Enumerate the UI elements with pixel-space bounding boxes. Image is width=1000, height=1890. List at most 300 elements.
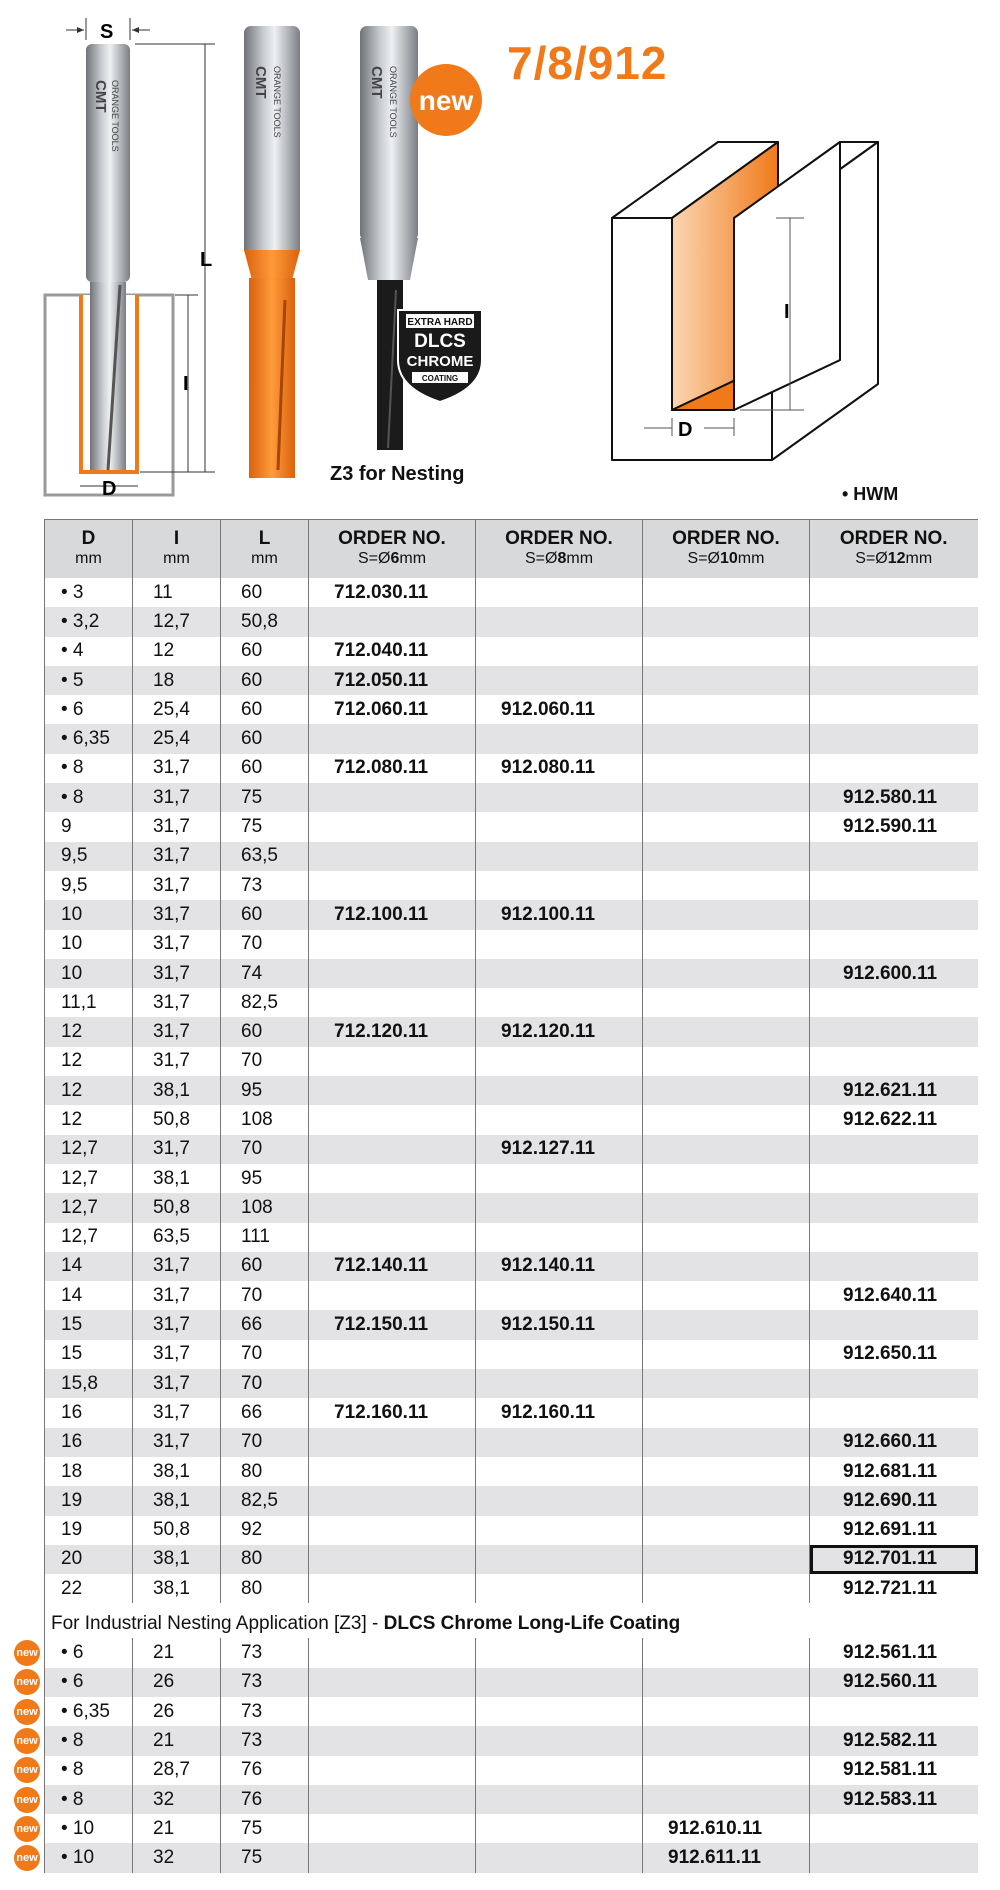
cell-i: 31,7 xyxy=(133,1310,221,1339)
column-header-main: ORDER NO. xyxy=(839,528,948,549)
cell-order-no xyxy=(309,1726,476,1755)
cell-order-no xyxy=(476,1726,643,1755)
cell-order-no: 912.581.11 xyxy=(810,1756,978,1785)
cell-order-no xyxy=(476,1638,643,1667)
cell-d: 12 xyxy=(45,1017,133,1046)
cell-l: 80 xyxy=(221,1574,309,1603)
cell-order-no xyxy=(309,842,476,871)
cell-order-no xyxy=(309,1428,476,1457)
table-row xyxy=(45,637,978,666)
cell-d: 14 xyxy=(45,1252,133,1281)
cell-order-no xyxy=(309,988,476,1017)
table-row xyxy=(45,1281,978,1310)
cell-order-no xyxy=(476,1785,643,1814)
cell-d: • 8 xyxy=(45,1785,133,1814)
table-row xyxy=(45,1545,978,1574)
groove-d-label: D xyxy=(678,419,693,441)
coating-top-text: EXTRA HARD xyxy=(407,317,473,328)
cell-d: • 8 xyxy=(45,783,133,812)
groove-i-label: I xyxy=(784,301,790,323)
new-badge: new xyxy=(14,1757,40,1783)
cell-l: 70 xyxy=(221,1369,309,1398)
table-row xyxy=(45,1076,978,1105)
cell-order-no: 912.660.11 xyxy=(810,1428,978,1457)
table-row xyxy=(45,1017,978,1046)
cell-order-no xyxy=(810,1193,978,1222)
cell-order-no xyxy=(309,1340,476,1369)
bit-3-brand: CMT xyxy=(368,66,385,99)
cell-order-no xyxy=(810,1843,978,1872)
cell-l: 73 xyxy=(221,1638,309,1667)
cell-d: • 8 xyxy=(45,1756,133,1785)
cell-i: 38,1 xyxy=(133,1457,221,1486)
bit-1-brand-sub: ORANGE TOOLS xyxy=(110,80,120,152)
dim-l-label: L xyxy=(200,249,213,271)
cell-order-no xyxy=(810,1697,978,1726)
cell-i: 31,7 xyxy=(133,812,221,841)
cell-order-no xyxy=(643,695,810,724)
cell-order-no xyxy=(476,930,643,959)
column-header-main: I xyxy=(173,528,180,549)
cell-order-no xyxy=(643,1252,810,1281)
column-header-unit: mm xyxy=(251,550,278,567)
table-row xyxy=(45,1638,978,1667)
cell-i: 31,7 xyxy=(133,1428,221,1457)
cell-order-no xyxy=(643,812,810,841)
new-badge: new xyxy=(14,1669,40,1695)
cell-order-no xyxy=(643,1369,810,1398)
table-row xyxy=(45,1756,978,1785)
column-header-main: ORDER NO. xyxy=(505,528,613,549)
cell-order-no: 912.100.11 xyxy=(476,900,643,929)
cell-i: 31,7 xyxy=(133,1047,221,1076)
cell-order-no: 712.030.11 xyxy=(309,578,476,607)
cell-order-no xyxy=(810,1310,978,1339)
cell-order-no xyxy=(810,1164,978,1193)
cell-order-no: 712.060.11 xyxy=(309,695,476,724)
cell-d: 9 xyxy=(45,812,133,841)
cell-i: 38,1 xyxy=(133,1545,221,1574)
cell-i: 25,4 xyxy=(133,724,221,753)
table-row xyxy=(45,1310,978,1339)
cell-i: 50,8 xyxy=(133,1105,221,1134)
cell-order-no xyxy=(309,1223,476,1252)
cell-order-no xyxy=(643,988,810,1017)
cell-d: 16 xyxy=(45,1398,133,1427)
cell-order-no xyxy=(309,1545,476,1574)
cell-l: 70 xyxy=(221,1340,309,1369)
cell-order-no xyxy=(309,1843,476,1872)
cell-order-no: 912.140.11 xyxy=(476,1252,643,1281)
cell-order-no xyxy=(476,666,643,695)
cell-l: 70 xyxy=(221,930,309,959)
table-row xyxy=(45,1516,978,1545)
bit-2-brand: CMT xyxy=(252,66,269,99)
cell-d: 16 xyxy=(45,1428,133,1457)
cell-order-no xyxy=(309,812,476,841)
cell-order-no xyxy=(810,1398,978,1427)
new-badge: new xyxy=(14,1816,40,1842)
cell-order-no xyxy=(476,842,643,871)
z3-caption: Z3 for Nesting xyxy=(330,463,465,485)
cell-order-no: 912.060.11 xyxy=(476,695,643,724)
cell-order-no xyxy=(309,1668,476,1697)
cell-l: 70 xyxy=(221,1281,309,1310)
cell-order-no xyxy=(476,1457,643,1486)
cell-order-no xyxy=(476,1668,643,1697)
cell-d: 19 xyxy=(45,1516,133,1545)
table-row xyxy=(45,842,978,871)
cell-order-no xyxy=(643,1135,810,1164)
cell-d: • 4 xyxy=(45,637,133,666)
cell-order-no: 912.580.11 xyxy=(810,783,978,812)
new-badge: new xyxy=(14,1728,40,1754)
cell-order-no: 912.681.11 xyxy=(810,1457,978,1486)
cell-order-no: 912.127.11 xyxy=(476,1135,643,1164)
cell-order-no: 712.140.11 xyxy=(309,1252,476,1281)
cell-order-no xyxy=(643,1193,810,1222)
cell-d: • 6 xyxy=(45,1638,133,1667)
cell-order-no xyxy=(476,1281,643,1310)
cell-order-no xyxy=(476,1105,643,1134)
cell-l: 108 xyxy=(221,1105,309,1134)
column-header-unit: mm xyxy=(163,550,190,567)
cell-order-no xyxy=(309,1697,476,1726)
column-header-main: ORDER NO. xyxy=(338,528,446,549)
cell-d: 20 xyxy=(45,1545,133,1574)
cell-order-no xyxy=(810,695,978,724)
cell-i: 28,7 xyxy=(133,1756,221,1785)
cell-order-no xyxy=(476,1369,643,1398)
cell-d: 10 xyxy=(45,959,133,988)
coating-main-2: CHROME xyxy=(406,353,474,370)
cell-order-no xyxy=(643,607,810,636)
column-header-2 xyxy=(221,520,309,579)
cell-order-no xyxy=(810,1814,978,1843)
cell-d: 15 xyxy=(45,1340,133,1369)
cell-order-no xyxy=(643,724,810,753)
table-row xyxy=(45,1252,978,1281)
bit-2-brand-sub: ORANGE TOOLS xyxy=(272,66,282,138)
cell-order-no: 912.610.11 xyxy=(643,1814,810,1843)
table-row xyxy=(45,1223,978,1252)
cell-i: 31,7 xyxy=(133,959,221,988)
cell-order-no: 712.050.11 xyxy=(309,666,476,695)
cell-order-no: 912.590.11 xyxy=(810,812,978,841)
cell-i: 21 xyxy=(133,1814,221,1843)
cell-order-no: 912.622.11 xyxy=(810,1105,978,1134)
cell-order-no xyxy=(810,666,978,695)
cell-order-no: 712.150.11 xyxy=(309,1310,476,1339)
cell-d: 12 xyxy=(45,1047,133,1076)
new-badge: new xyxy=(14,1640,40,1666)
cell-i: 31,7 xyxy=(133,842,221,871)
cell-order-no xyxy=(643,1638,810,1667)
column-header-unit: mm xyxy=(75,550,102,567)
cell-order-no xyxy=(476,783,643,812)
cell-order-no: 912.080.11 xyxy=(476,754,643,783)
table-row xyxy=(45,1574,978,1603)
table-row xyxy=(45,812,978,841)
cell-d: 12,7 xyxy=(45,1193,133,1222)
cell-i: 31,7 xyxy=(133,871,221,900)
new-badge: new xyxy=(14,1845,40,1871)
cell-order-no: 912.691.11 xyxy=(810,1516,978,1545)
cell-order-no xyxy=(810,754,978,783)
cell-order-no: 912.611.11 xyxy=(643,1843,810,1872)
cell-l: 60 xyxy=(221,724,309,753)
cell-l: 73 xyxy=(221,1726,309,1755)
cell-i: 32 xyxy=(133,1785,221,1814)
cell-order-no xyxy=(643,1756,810,1785)
cell-order-no xyxy=(476,578,643,607)
cell-order-no xyxy=(309,1281,476,1310)
cell-order-no xyxy=(643,1697,810,1726)
cell-order-no xyxy=(643,1457,810,1486)
router-bit-illustrations xyxy=(0,0,1000,515)
cell-i: 21 xyxy=(133,1726,221,1755)
cell-i: 21 xyxy=(133,1638,221,1667)
cell-l: 111 xyxy=(221,1223,309,1252)
cell-d: • 6 xyxy=(45,695,133,724)
cell-order-no: 912.160.11 xyxy=(476,1398,643,1427)
cell-order-no xyxy=(309,1369,476,1398)
cell-i: 12 xyxy=(133,637,221,666)
cell-l: 66 xyxy=(221,1398,309,1427)
cell-i: 31,7 xyxy=(133,1281,221,1310)
cell-order-no: 912.560.11 xyxy=(810,1668,978,1697)
cell-l: 70 xyxy=(221,1047,309,1076)
cell-i: 31,7 xyxy=(133,1398,221,1427)
cell-order-no: 912.640.11 xyxy=(810,1281,978,1310)
table-row xyxy=(45,1164,978,1193)
cell-d: 12 xyxy=(45,1076,133,1105)
cell-order-no xyxy=(643,1726,810,1755)
table-row xyxy=(45,871,978,900)
table-body xyxy=(45,578,978,1873)
cell-d: • 6,35 xyxy=(45,1697,133,1726)
column-header-6 xyxy=(810,520,978,579)
cell-order-no: 912.690.11 xyxy=(810,1486,978,1515)
cell-order-no xyxy=(810,930,978,959)
table-row xyxy=(45,1428,978,1457)
new-badge-label: new xyxy=(418,85,474,116)
cell-order-no: 912.120.11 xyxy=(476,1017,643,1046)
dim-d-label: D xyxy=(102,478,117,500)
cell-l: 60 xyxy=(221,754,309,783)
cell-order-no xyxy=(643,637,810,666)
cell-i: 38,1 xyxy=(133,1486,221,1515)
table-row xyxy=(45,1105,978,1134)
table-row xyxy=(45,988,978,1017)
cell-order-no xyxy=(643,1223,810,1252)
cell-order-no xyxy=(643,842,810,871)
cell-order-no xyxy=(810,724,978,753)
cell-order-no xyxy=(643,1398,810,1427)
cell-order-no xyxy=(810,1135,978,1164)
hwm-label: • HWM xyxy=(842,484,899,504)
table-row xyxy=(45,1193,978,1222)
table-row xyxy=(45,900,978,929)
cell-d: 11,1 xyxy=(45,988,133,1017)
cell-order-no xyxy=(643,754,810,783)
cell-order-no xyxy=(309,1516,476,1545)
table-row xyxy=(45,1814,978,1843)
cell-order-no: 912.650.11 xyxy=(810,1340,978,1369)
cell-order-no: 712.100.11 xyxy=(309,900,476,929)
cell-order-no xyxy=(643,1574,810,1603)
cell-l: 95 xyxy=(221,1076,309,1105)
cell-order-no xyxy=(476,1756,643,1785)
table-row xyxy=(45,1047,978,1076)
cell-order-no xyxy=(476,1697,643,1726)
table-row xyxy=(45,754,978,783)
product-header xyxy=(0,0,1000,515)
dim-i-label: I xyxy=(183,373,189,395)
cell-order-no xyxy=(810,637,978,666)
column-header-main: L xyxy=(258,528,271,549)
cell-l: 75 xyxy=(221,1843,309,1872)
cell-i: 12,7 xyxy=(133,607,221,636)
cell-d: 12 xyxy=(45,1105,133,1134)
column-header-1 xyxy=(133,520,221,579)
cell-order-no xyxy=(476,637,643,666)
cell-order-no xyxy=(309,1193,476,1222)
bit-3-brand-sub: ORANGE TOOLS xyxy=(388,66,398,138)
cell-order-no xyxy=(643,1164,810,1193)
cell-d: • 6,35 xyxy=(45,724,133,753)
cell-order-no: 912.600.11 xyxy=(810,959,978,988)
cell-order-no xyxy=(643,1281,810,1310)
cell-order-no: 912.582.11 xyxy=(810,1726,978,1755)
cell-order-no xyxy=(643,783,810,812)
cell-order-no xyxy=(643,1047,810,1076)
column-header-unit: S=Ø10mm xyxy=(687,550,765,567)
cell-order-no xyxy=(476,1545,643,1574)
table-row xyxy=(45,930,978,959)
bit-1-drawing xyxy=(45,18,215,495)
cell-l: 74 xyxy=(221,959,309,988)
column-header-5 xyxy=(643,520,810,579)
cell-order-no xyxy=(643,1076,810,1105)
cell-i: 38,1 xyxy=(133,1574,221,1603)
cell-order-no xyxy=(810,871,978,900)
new-badge: new xyxy=(14,1699,40,1725)
cell-order-no xyxy=(476,1574,643,1603)
cell-order-no xyxy=(476,1516,643,1545)
cell-order-no xyxy=(643,1785,810,1814)
column-header-unit: S=Ø12mm xyxy=(855,550,933,567)
coating-main-1: DLCS xyxy=(414,331,466,352)
cell-d: • 10 xyxy=(45,1814,133,1843)
cell-order-no xyxy=(476,812,643,841)
cell-order-no xyxy=(476,988,643,1017)
cell-order-no xyxy=(810,578,978,607)
table-header-row xyxy=(45,520,978,579)
column-header-unit: S=Ø6mm xyxy=(357,550,427,567)
cell-order-no xyxy=(643,871,810,900)
cell-i: 31,7 xyxy=(133,1369,221,1398)
cell-order-no xyxy=(643,1105,810,1134)
section-heading-row xyxy=(45,1603,978,1638)
cell-order-no xyxy=(476,871,643,900)
table-row xyxy=(45,1697,978,1726)
cell-l: 60 xyxy=(221,637,309,666)
cell-order-no xyxy=(309,930,476,959)
cell-d: 14 xyxy=(45,1281,133,1310)
table-row xyxy=(45,959,978,988)
cell-order-no xyxy=(309,959,476,988)
cell-order-no: 712.120.11 xyxy=(309,1017,476,1046)
table-row xyxy=(45,1843,978,1872)
cell-i: 31,7 xyxy=(133,988,221,1017)
cell-l: 75 xyxy=(221,812,309,841)
cell-l: 80 xyxy=(221,1545,309,1574)
cell-order-no xyxy=(643,578,810,607)
cell-order-no: 912.583.11 xyxy=(810,1785,978,1814)
cell-i: 31,7 xyxy=(133,754,221,783)
cell-i: 31,7 xyxy=(133,783,221,812)
cell-order-no xyxy=(476,1340,643,1369)
cell-i: 32 xyxy=(133,1843,221,1872)
cell-d: • 5 xyxy=(45,666,133,695)
cell-order-no xyxy=(476,1814,643,1843)
cell-order-no: 712.080.11 xyxy=(309,754,476,783)
cell-l: 76 xyxy=(221,1756,309,1785)
cell-order-no xyxy=(309,1076,476,1105)
cell-order-no xyxy=(476,1843,643,1872)
cell-order-no xyxy=(309,1047,476,1076)
cell-i: 26 xyxy=(133,1697,221,1726)
cell-l: 70 xyxy=(221,1135,309,1164)
cell-d: 19 xyxy=(45,1486,133,1515)
cell-order-no xyxy=(476,724,643,753)
cell-d: 9,5 xyxy=(45,871,133,900)
cell-order-no xyxy=(309,1756,476,1785)
cell-order-no xyxy=(643,959,810,988)
cell-order-no xyxy=(810,1223,978,1252)
cell-l: 73 xyxy=(221,1668,309,1697)
cell-l: 73 xyxy=(221,871,309,900)
cell-d: • 8 xyxy=(45,1726,133,1755)
cell-order-no xyxy=(309,1164,476,1193)
cell-order-no xyxy=(643,1310,810,1339)
cell-order-no xyxy=(810,900,978,929)
cell-order-no xyxy=(643,1516,810,1545)
cell-d: 15,8 xyxy=(45,1369,133,1398)
column-header-4 xyxy=(476,520,643,579)
table-row xyxy=(45,1668,978,1697)
cell-order-no xyxy=(476,607,643,636)
cell-l: 60 xyxy=(221,666,309,695)
cell-l: 80 xyxy=(221,1457,309,1486)
cell-order-no xyxy=(810,1252,978,1281)
table-row xyxy=(45,578,978,607)
cell-order-no xyxy=(309,724,476,753)
cell-d: 12,7 xyxy=(45,1164,133,1193)
bit-1-brand: CMT xyxy=(92,80,109,113)
cell-order-no xyxy=(643,666,810,695)
cell-order-no xyxy=(309,1574,476,1603)
cell-order-no: 912.150.11 xyxy=(476,1310,643,1339)
cell-order-no xyxy=(309,1638,476,1667)
cell-l: 50,8 xyxy=(221,607,309,636)
cell-d: 12,7 xyxy=(45,1223,133,1252)
cell-d: • 3 xyxy=(45,578,133,607)
cell-order-no xyxy=(309,1486,476,1515)
table-row xyxy=(45,783,978,812)
cell-l: 60 xyxy=(221,1252,309,1281)
